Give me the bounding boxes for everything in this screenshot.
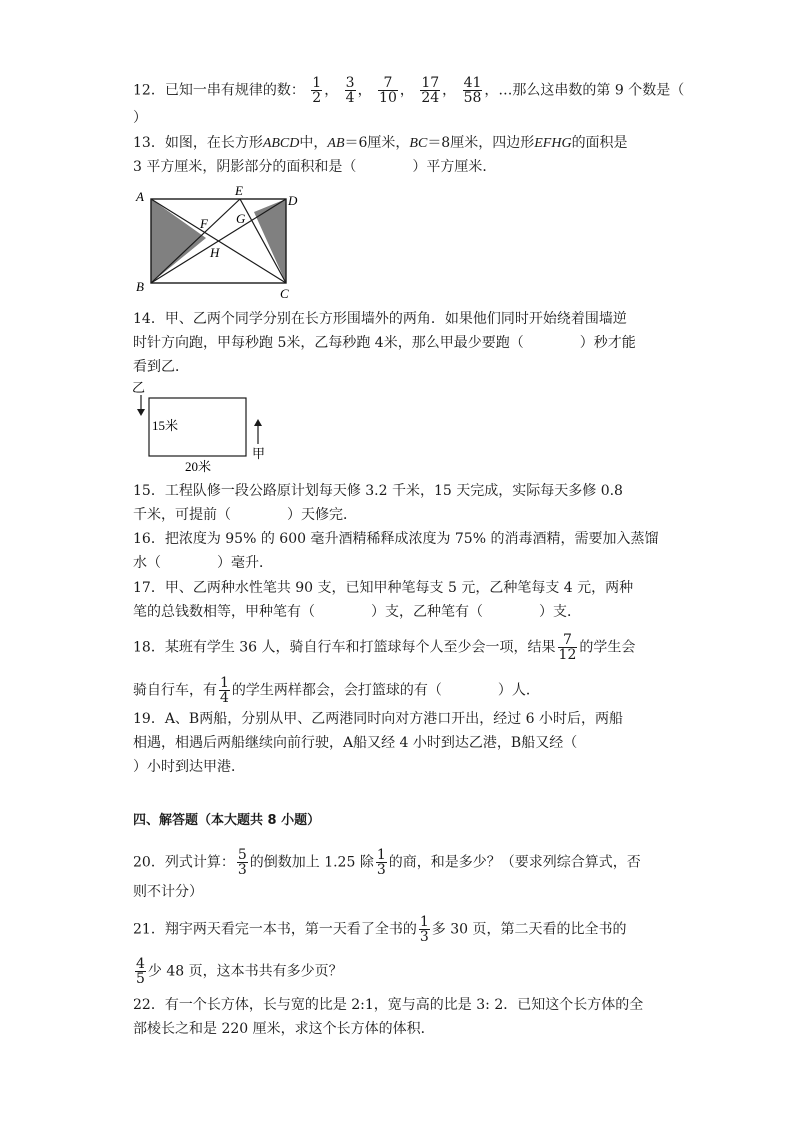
wall-rectangle-figure — [128, 376, 278, 476]
q17-line1: 17．甲、乙两种水性笔共 90 支，已知甲种笔每支 5 元，乙种笔每支 4 元，两种 — [133, 580, 634, 596]
q13-line2: 3 平方厘米，阴影部分的面积和是（ ）平方厘米． — [133, 159, 497, 175]
q14-line2: 时针方向跑，甲每秒跑 5米，乙每秒跑 4米，那么甲最少要跑（ ）秒才能 — [133, 335, 636, 351]
q20-line2: 则不计分） — [133, 884, 203, 900]
fraction: $\frac{41}{58}$ — [463, 75, 482, 106]
arrow-down-icon — [137, 409, 145, 416]
q20-line1: 20．列式计算： $\frac{5}{3}$ 的倒数加上 1.25 除 $\frac{1}{3}$ 的商，和是多少？（要求列综合算式，否 — [133, 847, 641, 878]
fraction: $\frac{7}{10}$ — [379, 75, 397, 106]
shaded-triangle-right — [254, 199, 286, 283]
q16-line1: 16．把浓度为 95% 的 600 毫升酒精稀释成浓度为 75% 的消毒酒精，需要加入蒸馏 — [133, 531, 659, 547]
q19-line2: 相遇，相遇后两船继续向前行驶，A船又经 4 小时到达乙港，B船又经（ — [133, 735, 578, 751]
q13-line1: 13．如图，在长方形ABCD中，AB＝6厘米，BC＝8厘米，四边形EFHG的面积是 — [133, 135, 628, 151]
q14-line1: 14．甲、乙两个同学分别在长方形围墙外的两角．如果他们同时开始绕着围墙逆 — [133, 311, 627, 327]
label-20m: 20米 — [185, 459, 212, 474]
label-jia: 甲 — [252, 446, 266, 461]
q18-line1: 18．某班有学生 36 人，骑自行车和打篮球每个人至少会一项，结果 $\frac{7}{12}$ 的学生会 — [133, 632, 636, 663]
fraction: $\frac{7}{12}$ — [558, 632, 577, 663]
q19-line3: ）小时到达甲港． — [133, 759, 245, 775]
label-B: B — [136, 279, 144, 294]
q22-line1: 22．有一个长方体，长与宽的比是 2:1，宽与高的比是 3: 2．已知这个长方体的全 — [133, 997, 644, 1013]
q14-line3: 看到乙． — [133, 359, 189, 375]
label-15m: 15米 — [152, 418, 179, 433]
q15-line1: 15．工程队修一段公路原计划每天修 3.2 千米，15 天完成，实际每天多修 0.8 — [133, 483, 623, 499]
label-C: C — [280, 286, 289, 300]
fraction: $\frac{1}{3}$ — [376, 847, 386, 878]
arrow-up-icon — [254, 419, 262, 426]
rectangle-abcd-figure — [130, 180, 310, 300]
label-F: F — [200, 216, 208, 231]
fraction: $\frac{1}{3}$ — [419, 914, 429, 945]
fraction: $\frac{1}{4}$ — [220, 675, 229, 706]
label-D: D — [288, 193, 298, 208]
label-A: A — [136, 189, 144, 204]
q22-line2: 部棱长之和是 220 厘米，求这个长方体的体积． — [133, 1021, 435, 1037]
q15-line2: 千米，可提前（ ）天修完． — [133, 507, 357, 523]
q17-line2: 笔的总钱数相等，甲种笔有（ ）支，乙种笔有（ ）支． — [133, 604, 581, 620]
shaded-triangle-left — [151, 199, 206, 283]
q18-line2: 骑自行车，有 $\frac{1}{4}$ 的学生两样都会，会打篮球的有（ ）人． — [133, 675, 540, 706]
q16-line2: 水（ ）毫升． — [133, 555, 273, 571]
fraction: $\frac{5}{3}$ — [237, 847, 247, 878]
q21-line1: 21．翔宇两天看完一本书，第一天看了全书的 $\frac{1}{3}$ 多 30 页，第二天看的比全书的 — [133, 914, 627, 945]
label-yi: 乙 — [132, 380, 146, 395]
fraction: $\frac{17}{24}$ — [421, 75, 440, 106]
q19-line1: 19．A、B两船，分别从甲、乙两港同时向对方港口开出，经过 6 小时后，两船 — [133, 711, 624, 727]
fraction: $\frac{4}{5}$ — [136, 956, 145, 987]
q12-line2: ） — [133, 110, 147, 126]
section-heading: 四、解答题（本大题共 8 小题） — [133, 813, 321, 828]
label-E: E — [235, 183, 243, 198]
label-G: G — [236, 211, 246, 226]
label-H: H — [210, 245, 220, 260]
fraction: $\frac{1}{2}$ — [312, 75, 322, 106]
q12-line1: 12．已知一串有规律的数： $\frac{1}{2}$ ， $\frac{3}{4}$ ， $\frac{7}{10}$ ， $\frac{17}{24}$ ， $\frac{41}{58}$ ，…那么这串数的第 9 个数是（ — [133, 75, 685, 106]
fraction: $\frac{3}{4}$ — [345, 75, 355, 106]
q21-line2: $\frac{4}{5}$ 少 48 页，这本书共有多少页？ — [136, 956, 343, 987]
